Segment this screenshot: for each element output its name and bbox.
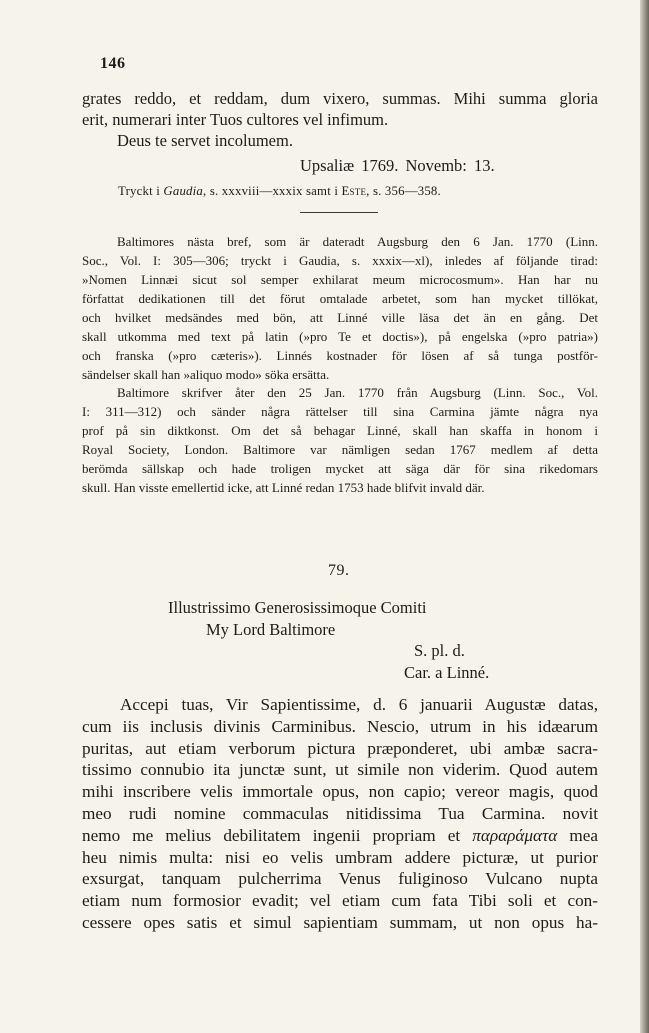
text-line: skall utkomma med text på latin (»pro Te et doctis»), på engelska (»pro patria»)	[82, 329, 598, 344]
source-prefix: Tryckt i	[118, 184, 164, 198]
text-line: heu nimis multa: nisi eo velis umbram addere picturæ, ut purior	[82, 847, 598, 867]
text-line: grates reddo, et reddam, dum vixero, summas. Mihi summa gloria	[82, 89, 598, 108]
text-line: skull. Han visste emellertid icke, att Linné redan 1753 hade blifvit invald där.	[82, 480, 485, 495]
text-line: I: 311—312) och sänder några rättelser till sina Carmina jämte några nya	[82, 404, 598, 419]
source-middle: , s. xxxviii—xxxix samt i	[203, 184, 342, 198]
text-line: meo rudi nomine commaculas nitidissima Tua Carmina. novit	[82, 803, 598, 823]
source-suffix: , s. 356—358.	[366, 184, 441, 198]
letter-number: 79.	[328, 562, 350, 579]
print-source-note	[118, 184, 441, 199]
text-line: Baltimores nästa bref, som är dateradt Augsburg den 6 Jan. 1770 (Linn.	[117, 234, 598, 249]
text-line: puritas, aut etiam verborum pictura præponderet, ubi ambæ sacra-	[82, 738, 598, 758]
text-line: tissimo connubio ita junctæ sunt, ut simile non viderim. Quod autem	[82, 760, 598, 780]
page-number: 146	[100, 55, 126, 72]
text-line: författat dedikationen till det förut omtalade arbetet, som han mycket tillökat,	[82, 291, 598, 306]
salutation-sender: Car. a Linné.	[404, 663, 490, 682]
addressee-line: Illustrissimo Generosissimoque Comiti	[168, 598, 427, 617]
greek-word: παραράματα	[472, 825, 558, 845]
text-line: prof på sin diktkonst. Om det så behagar Linné, skall han skaffa in honom i	[82, 423, 598, 438]
text-line: Deus te servet incolumem.	[117, 131, 293, 150]
source-work-title: Gaudia	[163, 184, 204, 198]
letter-body	[82, 694, 598, 934]
text-line: mihi inscribere velis immortale opus, non capio; vereor magis, quod	[82, 782, 598, 802]
text-line: berömda sällskap och hade troligen mycket att säga där för sina rikedomars	[82, 461, 598, 476]
text-line: och franska (»pro cæteris»). Linnés kostnader för lösen af så tunga postför-	[82, 348, 598, 363]
text-segment: nemo me melius debilitatem ingenii propriam et	[82, 825, 461, 845]
text-segment: mea	[569, 825, 598, 845]
section-divider	[300, 212, 378, 213]
text-line: exsurgat, tanquam pulcherrima Venus fuliginoso Vulcano nupta	[82, 869, 598, 889]
latin-closing-paragraph	[82, 88, 598, 151]
place-and-date: Upsaliæ 1769. Novemb: 13.	[300, 156, 495, 175]
salutation-line: S. pl. d.	[414, 641, 465, 660]
text-line: Soc., Vol. I: 305—306; tryckt i Gaudia, s. xxxix—xl), inledes af följande tirad:	[82, 253, 598, 268]
letter-addressee	[168, 597, 427, 641]
commentary-paragraph-2	[82, 383, 598, 497]
text-line: sändelser skall han »aliquo modo» söka ersätta.	[82, 367, 330, 382]
text-line: cum iis inclusis divinis Carminibus. Nescio, utrum in his idæarum	[82, 716, 598, 736]
addressee-line: My Lord Baltimore	[206, 620, 336, 639]
text-line: cessere opes satis et simul sapientiam summam, ut non opus ha-	[82, 912, 598, 932]
text-line: Royal Society, London. Baltimore var nämligen sedan 1767 medlem af detta	[82, 442, 598, 457]
letter-salutation	[404, 640, 490, 684]
text-line: Baltimore skrifver åter den 25 Jan. 1770 från Augsburg (Linn. Soc., Vol.	[117, 385, 598, 400]
source-author: Este	[341, 184, 367, 198]
commentary-paragraph-1	[82, 232, 598, 384]
page-edge	[640, 0, 649, 1033]
text-line	[82, 825, 598, 847]
text-line: erit, numerari inter Tuos cultores vel infimum.	[82, 110, 389, 129]
text-line: och hvilket medsändes med bön, att Linné ville läsa det än en gång. Det	[82, 310, 598, 325]
text-line: »Nomen Linnæi sicut sol semper exhilarat meum microcosmum». Han har nu	[82, 272, 598, 287]
text-line: etiam num formosior evadit; vel etiam cum fata Tibi soli et con-	[82, 891, 598, 911]
text-line: Accepi tuas, Vir Sapientissime, d. 6 januarii Augustæ datas,	[120, 695, 598, 714]
